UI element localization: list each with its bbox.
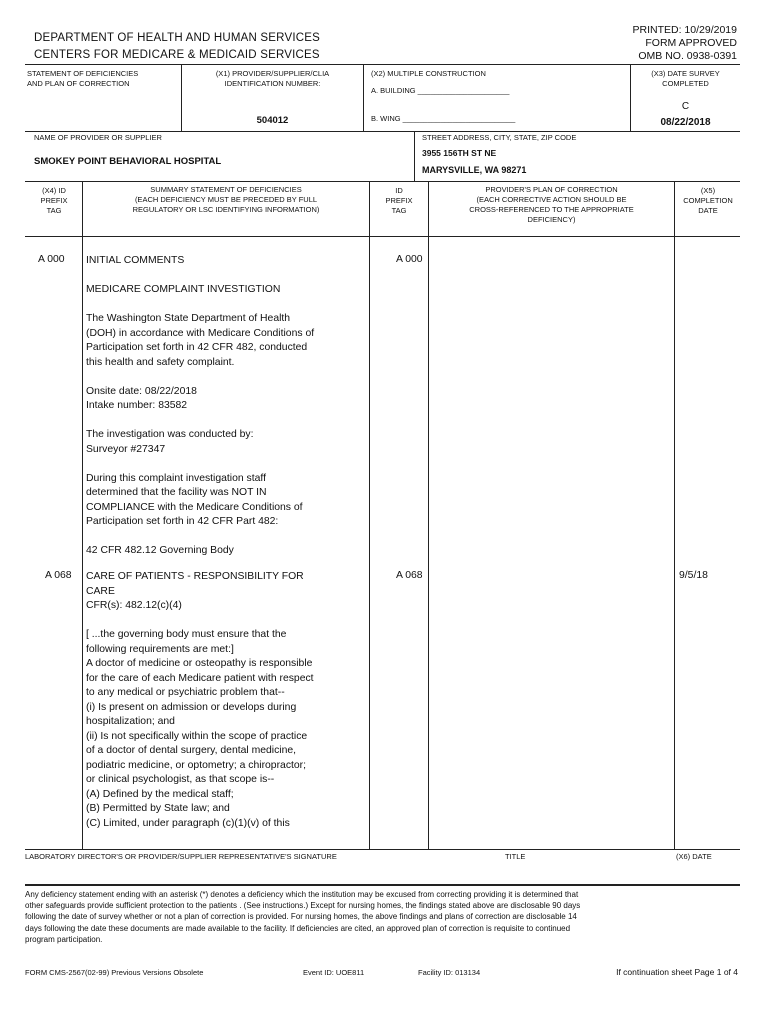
event-id: Event ID: UOE811 bbox=[303, 968, 365, 977]
deficiency-text: CARE OF PATIENTS - RESPONSIBILITY FOR CARE CFR(s): 482.12(c)(4) [ ...the governing body must ensure that the following requirements are met:] A doctor of medicine or osteopathy is responsible for the care of each Medicare patient with respect to any medical or psychiatric problem that-- (i) Is present on admission or develops during hospitalization; and (ii) Is not specifically within the scope of practice of a doctor of dental surgery, dental medicine, podiatric medicine, or optometry; a chiropractor; or clinical psychologist, as that scope is-- (A) Defined by the medical staff; (B) Permitted by State law; and (C) Limited, under paragraph (c)(1)(v) of this bbox=[86, 571, 314, 829]
col-x5-header: (X5) COMPLETION DATE bbox=[683, 186, 733, 215]
page-indicator: If continuation sheet Page 1 of 4 bbox=[616, 967, 738, 977]
provider-number: 504012 bbox=[256, 115, 289, 126]
omb-number: OMB NO. 0938-0391 bbox=[638, 50, 737, 62]
deficiency-tag-right: A 000 bbox=[396, 254, 423, 265]
date-label: (X6) DATE bbox=[676, 852, 712, 861]
address-line1: 3955 156TH ST NE bbox=[422, 148, 497, 158]
survey-date: 08/22/2018 bbox=[660, 117, 711, 128]
provider-name: SMOKEY POINT BEHAVIORAL HOSPITAL bbox=[34, 156, 222, 167]
col-plan-header: PROVIDER'S PLAN OF CORRECTION (EACH CORRECTIVE ACTION SHOULD BE CROSS-REFERENCED TO THE APPROPRIATE DEFICIENCY) bbox=[469, 185, 634, 224]
disclaimer-text: Any deficiency statement ending with an asterisk (*) denotes a deficiency which the institution may be excused from correcting providing it is determined that other safeguards provide sufficient protection to the patients . (See instructions.) Except for nursing homes, the findings stated above are disclosable 90 days following the date of survey whether or not a plan of correction is provided. For nursing homes, the above findings and plans of correction are disclosable 14 days following the date these documents are made available to the facility. If deficiencies are cited, an approved plan of correction is requisite to continued program participation. bbox=[25, 890, 581, 944]
x2-label: (X2) MULTIPLE CONSTRUCTION bbox=[371, 69, 486, 78]
facility-id: Facility ID: 013134 bbox=[418, 968, 481, 977]
provider-label: NAME OF PROVIDER OR SUPPLIER bbox=[34, 133, 162, 142]
deficiency-text: INITIAL COMMENTS MEDICARE COMPLAINT INVESTIGTION The Washington State Department of Health (DOH) in accordance with Medicare Conditions of Participation set forth in 42 CFR 482, conducted this health and safety complaint. Onsite date: 08/22/2018 Intake number: 83582 The investigation was conducted by: Surveyor #27347 During this complaint investigation staff determined that the facility was NOT IN COMPLIANCE with the Medicare Conditions of Participation set forth in 42 CFR Part 482: 42 CFR 482.12 Governing Body bbox=[86, 255, 315, 556]
form-number: FORM CMS-2567(02-99) Previous Versions Obsolete bbox=[25, 968, 204, 977]
col-id-header: ID PREFIX TAG bbox=[385, 186, 413, 215]
deficiency-tag-left: A 000 bbox=[38, 254, 65, 265]
form-approved: FORM APPROVED bbox=[645, 37, 737, 49]
x3-label: (X3) DATE SURVEY COMPLETED bbox=[651, 69, 720, 88]
signature-label: LABORATORY DIRECTOR'S OR PROVIDER/SUPPLIER REPRESENTATIVE'S SIGNATURE bbox=[25, 852, 337, 861]
department-name: DEPARTMENT OF HEALTH AND HUMAN SERVICES bbox=[34, 32, 320, 44]
title-label: TITLE bbox=[505, 852, 526, 861]
address-line2: MARYSVILLE, WA 98271 bbox=[422, 165, 527, 175]
col-summary-header: SUMMARY STATEMENT OF DEFICIENCIES (EACH DEFICIENCY MUST BE PRECEDED BY FULL REGULATORY OR LSC IDENTIFYING INFORMATION) bbox=[132, 185, 320, 214]
x2-building: A. BUILDING ______________________ bbox=[371, 86, 510, 95]
deficiency-tag-right: A 068 bbox=[396, 570, 423, 581]
x2-wing: B. WING ___________________________ bbox=[371, 114, 516, 123]
cms-name: CENTERS FOR MEDICARE & MEDICAID SERVICES bbox=[34, 49, 320, 61]
survey-code: C bbox=[681, 101, 690, 112]
printed-date: PRINTED: 10/29/2019 bbox=[632, 24, 737, 36]
address-label: STREET ADDRESS, CITY, STATE, ZIP CODE bbox=[422, 133, 577, 142]
deficiency-tag-left: A 068 bbox=[45, 570, 72, 581]
x1-label: (X1) PROVIDER/SUPPLIER/CLIA IDENTIFICATION NUMBER: bbox=[215, 69, 330, 88]
completion-date: 9/5/18 bbox=[679, 570, 708, 581]
statement-label: STATEMENT OF DEFICIENCIES AND PLAN OF CORRECTION bbox=[27, 69, 139, 88]
col-x4-header: (X4) ID PREFIX TAG bbox=[40, 186, 68, 215]
